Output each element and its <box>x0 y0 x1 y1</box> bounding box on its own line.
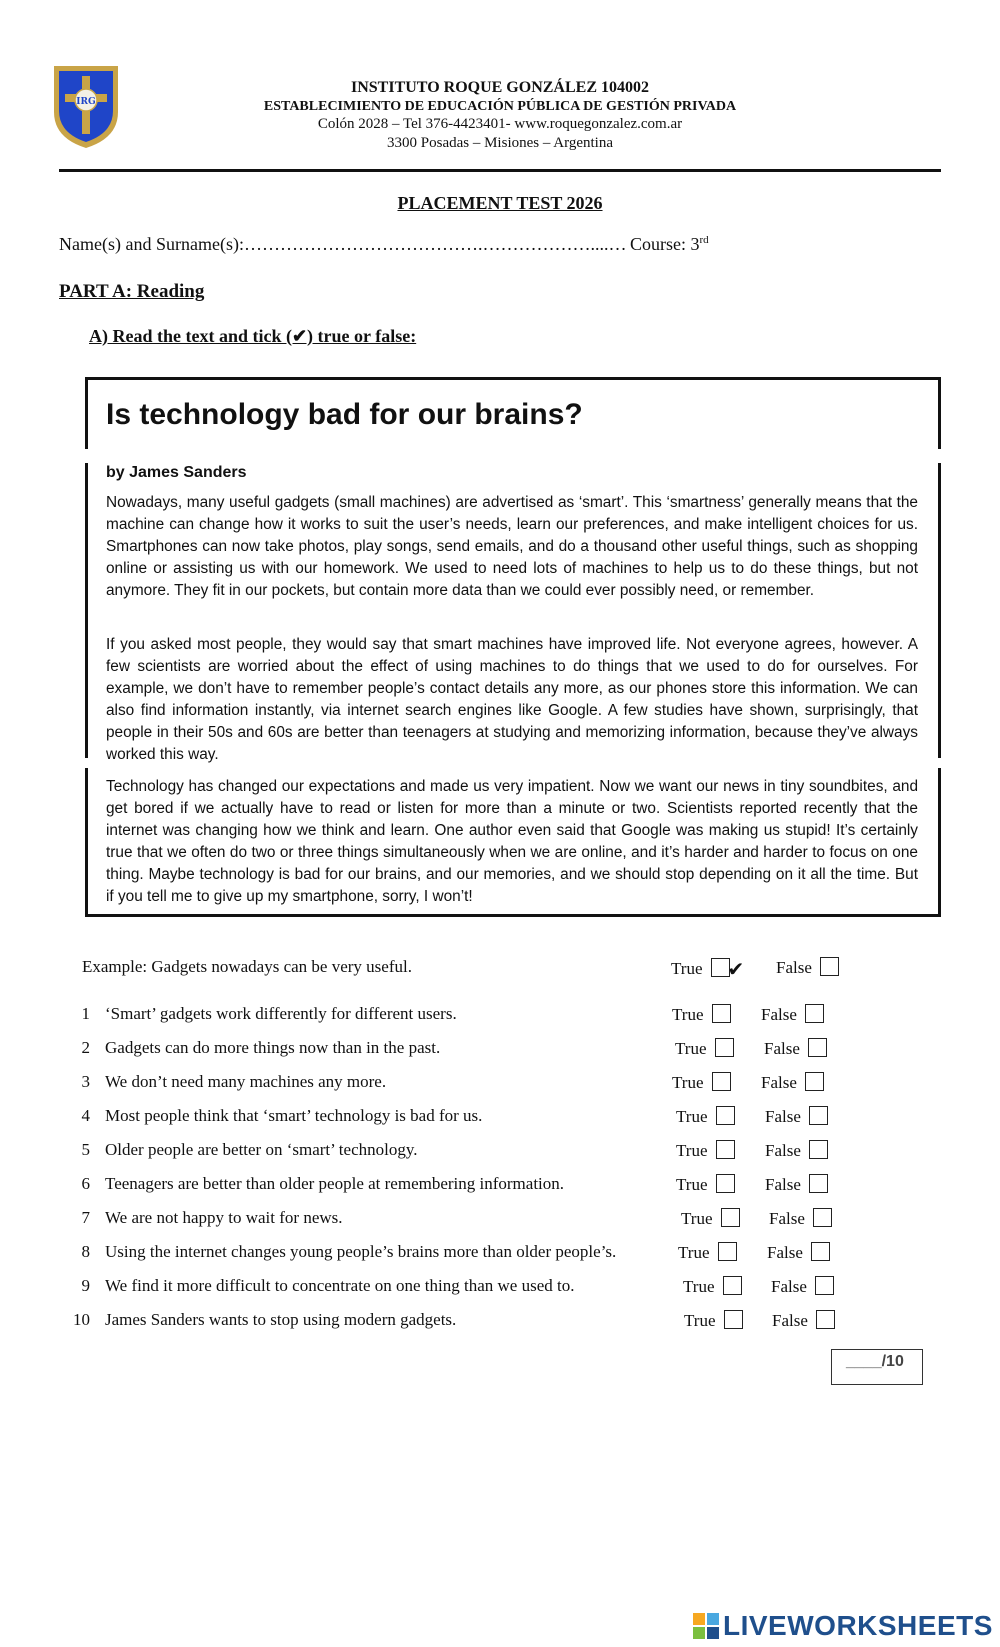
article-paragraph: Nowadays, many useful gadgets (small machines) are advertised as ‘smart’. This ‘smartness’ generally means that the machine can change how it works to suit the user’s needs, learn our preferences, and make intelligent choices for us. Smartphones can now take photos, play songs, send emails, and do a thousand other useful things, such as shopping online or assisting us with our homework. We used to need lots of machines to help us to do these things, but not anymore. They fit in our pockets, but contain more data than we could ever possibly need, or remember. <box>106 494 918 599</box>
question-row <box>0 1038 1000 1062</box>
false-option <box>761 1004 824 1025</box>
article-title: Is technology bad for our brains? <box>106 398 583 431</box>
false-checkbox[interactable] <box>809 1140 828 1159</box>
part-a-heading: PART A: Reading <box>59 281 205 302</box>
article-author: by James Sanders <box>106 464 247 481</box>
question-row <box>0 1072 1000 1096</box>
false-label: False <box>761 1073 797 1092</box>
example-text: Example: Gadgets nowadays can be very useful. <box>82 957 412 976</box>
question-row <box>0 1310 1000 1334</box>
question-text: Most people think that ‘smart’ technology is bad for us. <box>105 1106 483 1125</box>
question-text: Gadgets can do more things now than in the past. <box>105 1038 441 1057</box>
question-row <box>0 1276 1000 1300</box>
true-checkbox[interactable] <box>724 1310 743 1329</box>
question-number: 6 <box>81 1174 90 1193</box>
true-option <box>676 1106 735 1127</box>
article-paragraph: If you asked most people, they would say that smart machines have improved life. Not everyone agrees, however. A few scientists are worried about the effect of using machines to do things that we used to do for ourselves. For example, we don’t have to remember people’s contact details any more, as our phones store this information. We can also find information instantly, via internet search engines like Google. A few studies have shown, surprisingly, that people in their 50s and 60s are better than teenagers at studying and memorizing information, because they’ve always worked this way. <box>106 636 918 763</box>
false-option <box>761 1072 824 1093</box>
true-checkbox[interactable] <box>715 1038 734 1057</box>
question-number: 7 <box>81 1208 90 1227</box>
establishment-line: ESTABLECIMIENTO DE EDUCACIÓN PÚBLICA DE GESTIÓN PRIVADA <box>263 99 737 114</box>
course-text: Course: 3 <box>630 234 700 254</box>
crest-letters: IRG <box>76 97 96 107</box>
false-checkbox[interactable] <box>805 1004 824 1023</box>
question-text: We are not happy to wait for news. <box>105 1208 343 1227</box>
false-label: False <box>769 1209 805 1228</box>
question-text: We don’t need many machines any more. <box>105 1072 387 1091</box>
question-text: Teenagers are better than older people at remembering information. <box>105 1174 565 1193</box>
question-number: 5 <box>81 1140 90 1159</box>
city-line: 3300 Posadas – Misiones – Argentina <box>387 135 613 151</box>
test-title: PLACEMENT TEST 2026 <box>397 193 603 213</box>
false-label: False <box>776 958 812 977</box>
true-label: True <box>684 1311 716 1330</box>
true-label: True <box>678 1243 710 1262</box>
true-option <box>672 1072 731 1093</box>
question-number: 1 <box>81 1004 90 1023</box>
question-number: 10 <box>73 1310 90 1329</box>
question-text: Older people are better on ‘smart’ technology. <box>105 1140 418 1159</box>
false-checkbox[interactable] <box>816 1310 835 1329</box>
true-checkbox[interactable] <box>716 1140 735 1159</box>
false-option <box>765 1140 828 1161</box>
course-suffix: rd <box>699 234 709 246</box>
true-label: True <box>683 1277 715 1296</box>
question-number: 2 <box>81 1038 90 1057</box>
false-option <box>772 1310 835 1331</box>
question-text: ‘Smart’ gadgets work differently for different users. <box>105 1004 457 1023</box>
score-box[interactable] <box>831 1349 923 1385</box>
false-label: False <box>765 1141 801 1160</box>
article-paragraph: Technology has changed our expectations and made us very impatient. Now we want our news in tiny soundbites, and get bored if we actually have to read or listen for more than a minute or two. Scientists reported recently that the internet was changing how we think and learn. One author even said that Google was making us stupid! It’s certainly true that we often do two or three things simultaneously when we are online, and it’s harder and harder to focus on one thing. Maybe technology is bad for our brains, and our memories, and we should stop depending on it all the time. But if you tell me to give up my smartphone, sorry, I won’t! <box>106 778 918 905</box>
true-checkbox[interactable] <box>712 1004 731 1023</box>
true-option <box>676 1174 735 1195</box>
false-checkbox[interactable] <box>809 1174 828 1193</box>
false-label: False <box>771 1277 807 1296</box>
false-checkbox[interactable] <box>815 1276 834 1295</box>
false-checkbox[interactable] <box>809 1106 828 1125</box>
true-checkbox[interactable] <box>716 1174 735 1193</box>
false-option <box>765 1106 828 1127</box>
true-checkbox[interactable] <box>716 1106 735 1125</box>
question-text: James Sanders wants to stop using modern gadgets. <box>105 1310 457 1329</box>
brand-name: LIVEWORKSHEETS <box>723 1610 993 1641</box>
true-label: True <box>672 1005 704 1024</box>
false-label: False <box>764 1039 800 1058</box>
false-label: False <box>772 1311 808 1330</box>
name-field[interactable]: Name(s) and Surname(s):………………………………….………………....… <box>59 234 627 254</box>
true-checkbox[interactable] <box>721 1208 740 1227</box>
false-label: False <box>765 1107 801 1126</box>
false-option <box>764 1038 827 1059</box>
true-label: True <box>672 1073 704 1092</box>
question-text: We find it more difficult to concentrate on one thing than we used to. <box>105 1276 575 1295</box>
true-checkbox[interactable] <box>711 958 730 977</box>
true-checkbox[interactable] <box>712 1072 731 1091</box>
example-row <box>0 957 1000 981</box>
true-option <box>683 1276 742 1297</box>
question-row <box>0 1208 1000 1232</box>
question-text: Using the internet changes young people’s brains more than older people’s. <box>105 1242 617 1261</box>
true-label: True <box>681 1209 713 1228</box>
score-text: ____/10 <box>846 1353 904 1370</box>
false-option <box>769 1208 832 1229</box>
check-mark-icon: ✔ <box>727 959 745 981</box>
question-row <box>0 1174 1000 1198</box>
example-true-option <box>671 957 744 982</box>
liveworksheets-logo-icon <box>693 1613 719 1639</box>
false-label: False <box>765 1175 801 1194</box>
question-number: 4 <box>81 1106 90 1125</box>
false-option <box>767 1242 830 1263</box>
question-row <box>0 1004 1000 1028</box>
instruction-heading: A) Read the text and tick (✔) true or false: <box>89 326 417 346</box>
header-divider <box>59 169 941 172</box>
school-crest-logo <box>52 62 120 150</box>
true-option <box>684 1310 743 1331</box>
false-option <box>771 1276 834 1297</box>
question-number: 3 <box>81 1072 90 1091</box>
true-option <box>672 1004 731 1025</box>
question-row <box>0 1140 1000 1164</box>
true-option <box>681 1208 740 1229</box>
true-option <box>678 1242 737 1263</box>
true-label: True <box>676 1107 708 1126</box>
false-checkbox[interactable] <box>820 957 839 976</box>
question-number: 8 <box>81 1242 90 1261</box>
true-label: True <box>671 959 703 978</box>
true-label: True <box>676 1141 708 1160</box>
true-option <box>675 1038 734 1059</box>
false-checkbox[interactable] <box>811 1242 830 1261</box>
true-checkbox[interactable] <box>718 1242 737 1261</box>
question-row <box>0 1242 1000 1266</box>
question-row <box>0 1106 1000 1130</box>
address-line: Colón 2028 – Tel 376-4423401- www.roquegonzalez.com.ar <box>317 116 683 132</box>
course-label <box>630 234 709 255</box>
article-box <box>85 377 941 917</box>
false-checkbox[interactable] <box>805 1072 824 1091</box>
liveworksheets-brand <box>693 1611 993 1641</box>
example-false-option <box>776 957 839 978</box>
true-label: True <box>676 1175 708 1194</box>
true-checkbox[interactable] <box>723 1276 742 1295</box>
false-option <box>765 1174 828 1195</box>
true-option <box>676 1140 735 1161</box>
question-number: 9 <box>81 1276 90 1295</box>
true-label: True <box>675 1039 707 1058</box>
false-checkbox[interactable] <box>808 1038 827 1057</box>
false-checkbox[interactable] <box>813 1208 832 1227</box>
false-label: False <box>761 1005 797 1024</box>
false-label: False <box>767 1243 803 1262</box>
school-name: INSTITUTO ROQUE GONZÁLEZ 104002 <box>351 79 649 96</box>
